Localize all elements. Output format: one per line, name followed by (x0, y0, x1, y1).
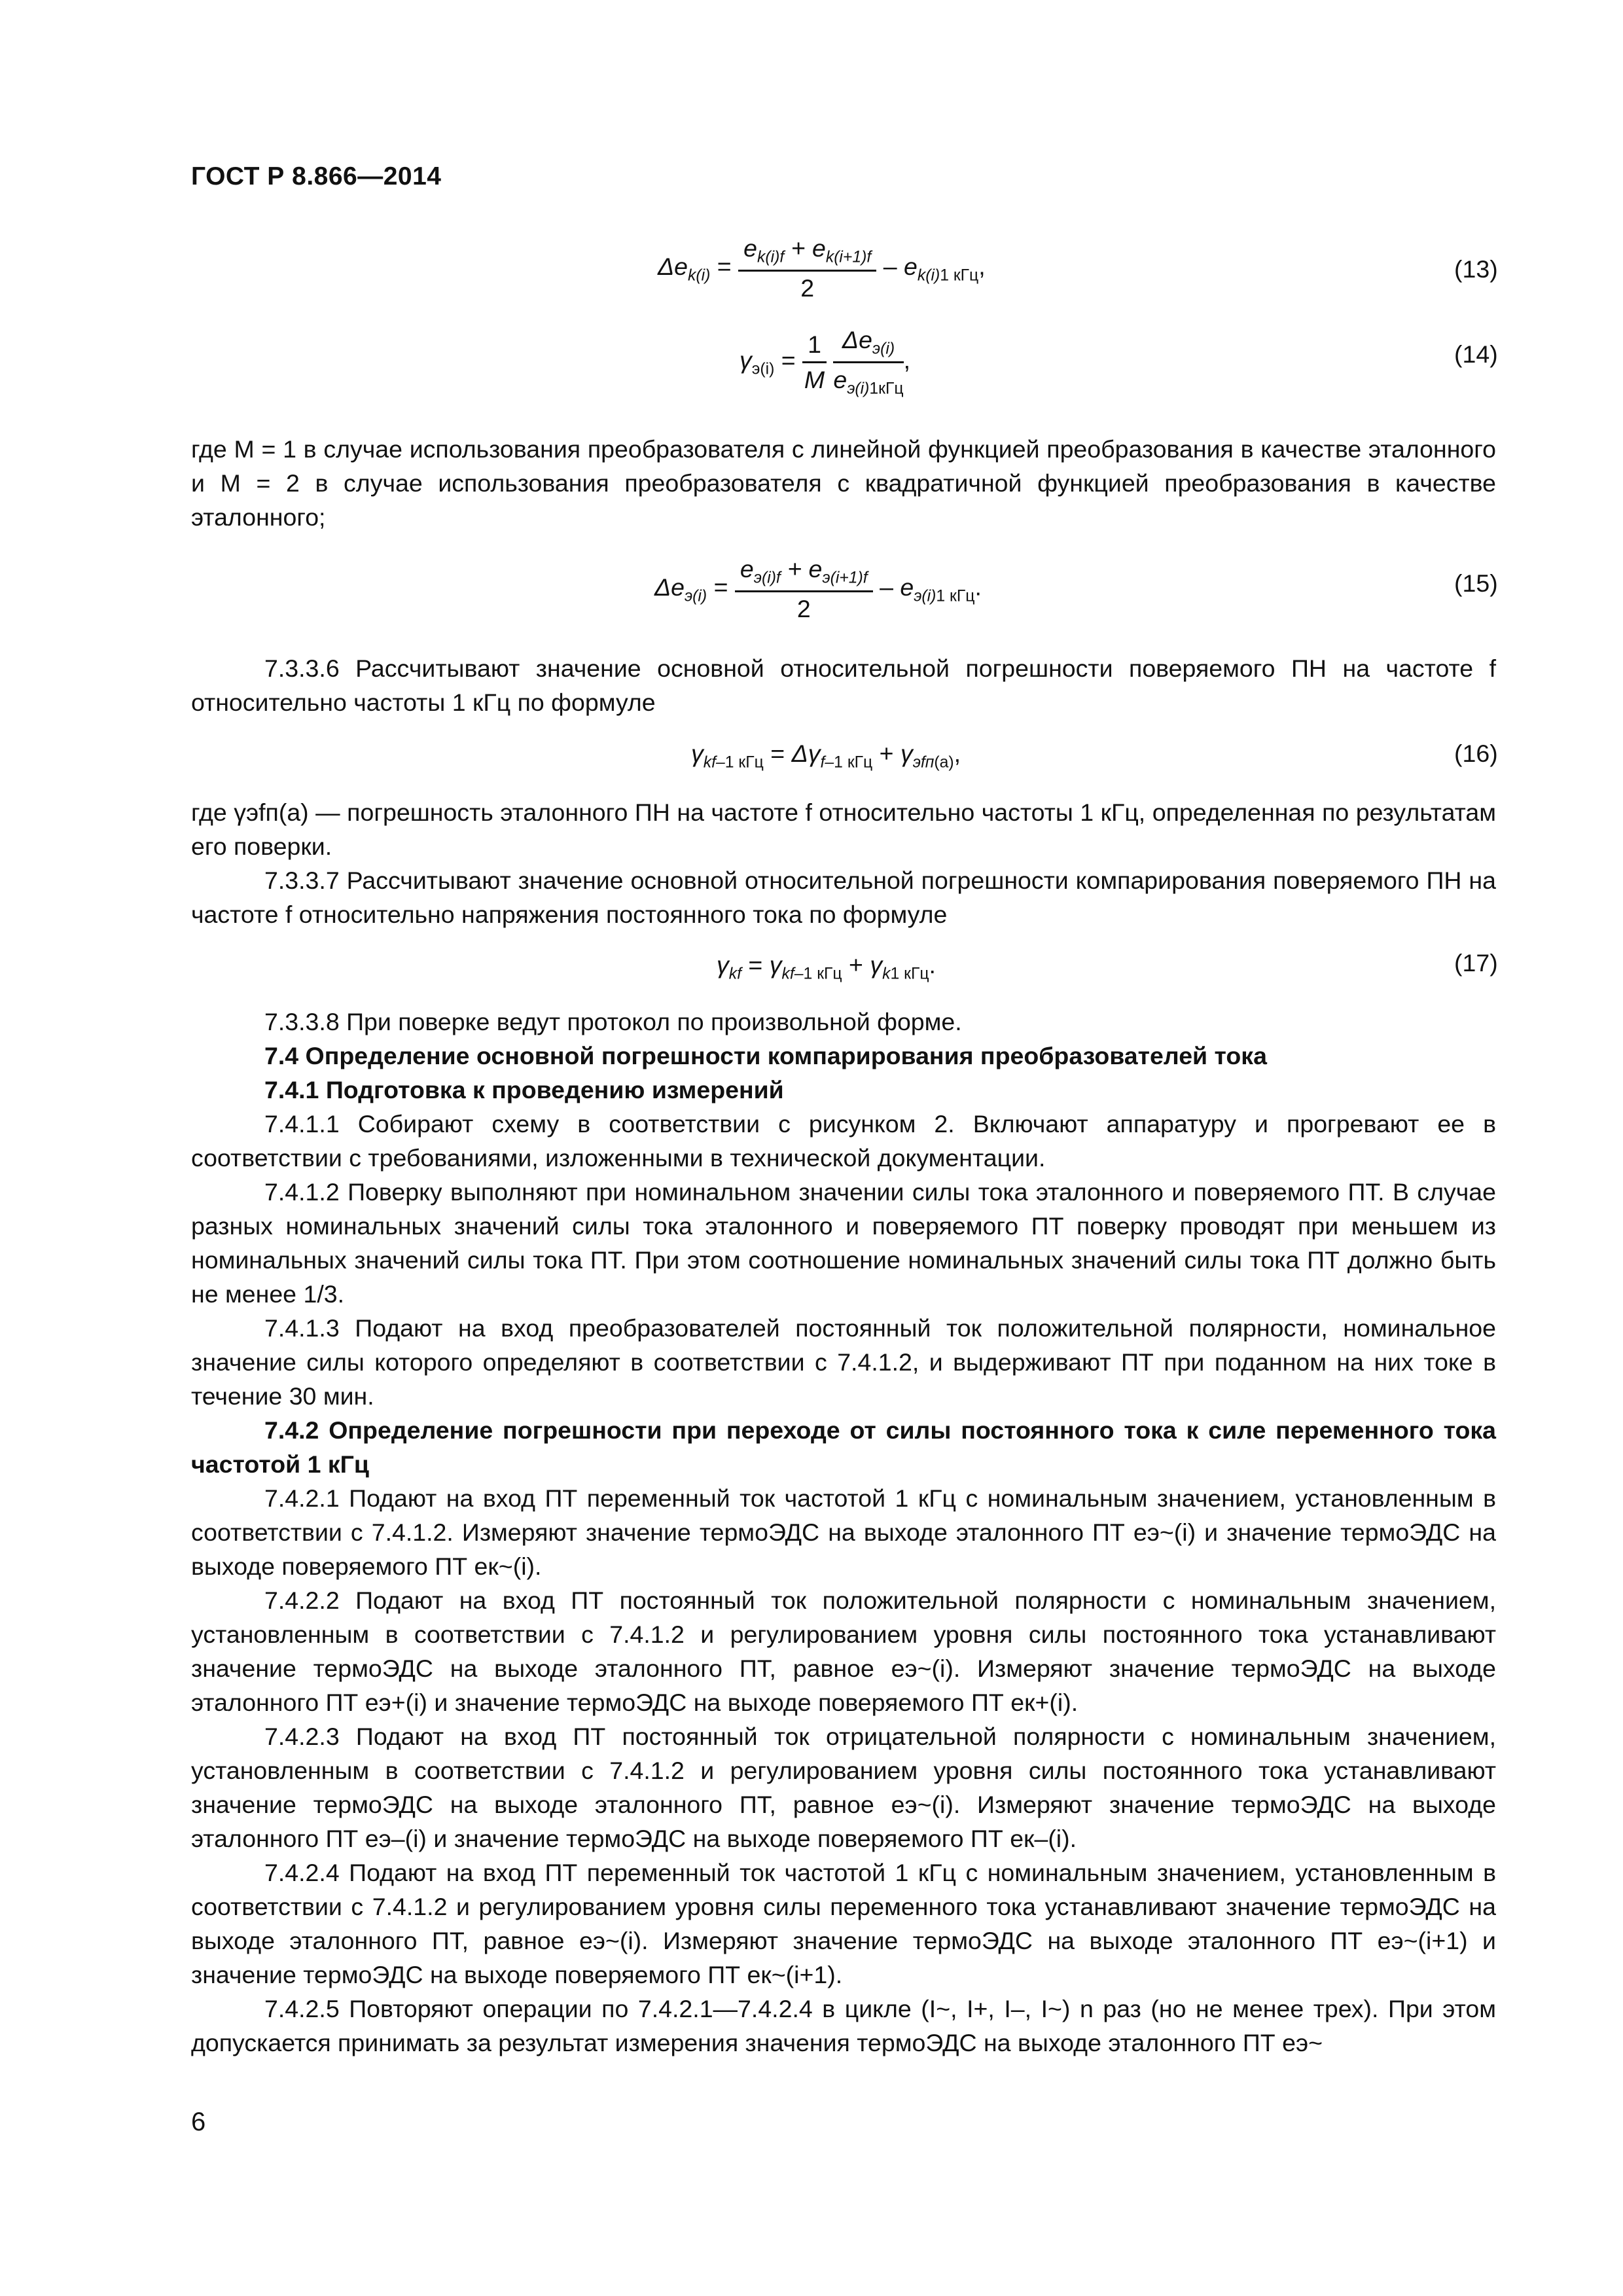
page-number: 6 (191, 2108, 206, 2136)
paragraph: 7.3.3.6 Рассчитывают значение основной относительной погрешности поверяемого ПН на частоте f относительно частоты 1 кГц по формуле (191, 655, 1496, 716)
document-header: ГОСТ Р 8.866—2014 (191, 162, 442, 190)
equation-number: (17) (1454, 949, 1498, 977)
paragraph: 7.4.1.2 Поверку выполняют при номинальном значении силы тока эталонного и поверяемого ПТ. В случае разных номинальных значений силы тока эталонного и поверяемого ПТ поверку проводят при меньшем из номинальных значений силы тока ПТ. При этом соотношение номинальных значений силы тока ПТ должно быть не менее 1/3. (191, 1178, 1496, 1308)
equation-number: (13) (1454, 255, 1498, 283)
paragraph: 7.4.2.2 Подают на вход ПТ постоянный ток положительной полярности с номинальным значением, установленным в соответствии с 7.4.1.2 и регулированием уровня силы постоянного тока устанавливают значение термоЭДС на выходе эталонного ПТ, равное eэ~(i). Измеряют значение термоЭДС на выходе эталонного ПТ eэ+(i) и значение термоЭДС на выходе поверяемого ПТ eк+(i). (191, 1587, 1496, 1716)
subsection-heading: 7.4.2 Определение погрешности при переходе от силы постоянного тока к силе переменного тока частотой 1 кГц (191, 1416, 1496, 1478)
equation-number: (15) (1454, 569, 1498, 597)
equation-number: (16) (1454, 740, 1498, 767)
section-heading: 7.4 Определение основной погрешности компарирования преобразователей тока (264, 1042, 1267, 1069)
paragraph: 7.4.2.5 Повторяют операции по 7.4.2.1—7.4.2.4 в цикле (I~, I+, I–, I~) n раз (но не менее трех). При этом допускается принимать за результат измерения значения термоЭДС на выходе эталонного ПТ eэ~ (191, 1995, 1496, 2056)
main-text (191, 1005, 1496, 2060)
equation-number: (14) (1454, 340, 1498, 368)
definition-m (191, 432, 1496, 534)
paragraph: 7.3.3.7 Рассчитывают значение основной относительной погрешности компарирования поверяемого ПН на частоте f относительно напряжения постоянного тока по формуле (191, 867, 1496, 928)
section-7336 (191, 651, 1496, 719)
paragraph: 7.4.2.3 Подают на вход ПТ постоянный ток отрицательной полярности с номинальным значением, установленным в соответствии с 7.4.1.2 и регулированием уровня силы постоянного тока устанавливают значение термоЭДС на выходе эталонного ПТ, равное eэ~(i). Измеряют значение термоЭДС на выходе эталонного ПТ eэ–(i) и значение термоЭДС на выходе поверяемого ПТ eк–(i). (191, 1723, 1496, 1852)
subsection-heading: 7.4.1 Подготовка к проведению измерений (264, 1076, 784, 1103)
paragraph: 7.3.3.8 При поверке ведут протокол по произвольной форме. (264, 1008, 962, 1035)
section-7337 (191, 795, 1496, 931)
paragraph: где γэfп(a) — погрешность эталонного ПН на частоте f относительно частоты 1 кГц, определенная по результатам его поверки. (191, 798, 1496, 860)
paragraph: 7.4.2.1 Подают на вход ПТ переменный ток частотой 1 кГц с номинальным значением, установленным в соответствии с 7.4.1.2. Измеряют значение термоЭДС на выходе эталонного ПТ eэ~(i) и значение термоЭДС на выходе поверяемого ПТ eк~(i). (191, 1484, 1496, 1580)
paragraph: где M = 1 в случае использования преобразователя с линейной функцией преобразования в качестве эталонного и M = 2 в случае использования преобразователя с квадратичной функцией преобразования в качестве эталонного; (191, 435, 1496, 531)
equation-16: $\gamma_{kf-1 кГц} = \Delta\gamma_{f-1 кГц} + \gamma_{эfп(a)}$, (691, 740, 961, 772)
equation-14: $\gamma_{э(i)}$ = $\frac{1}{M}$ $\frac{\Delta e_{э(i)}}{e_{э(i)1кГц}}$ , (740, 326, 911, 398)
equation-13: $\Delta e_{k(i)}$ = $\frac{e_{k(i)f} + e_{k(i+1)f}}{2}$ – $e_{k(i)1 кГц}$, (658, 234, 986, 302)
paragraph: 7.4.1.1 Собирают схему в соответствии с рисунком 2. Включают аппаратуру и прогревают ее в соответствии с требованиями, изложенными в технической документации. (191, 1110, 1496, 1172)
equation-15: $\Delta e_{э(i)}$ = $\frac{e_{э(i)f} + e_{э(i+1)f}}{2}$ – $e_{э(i)1 кГц}$. (654, 555, 982, 622)
paragraph: 7.4.2.4 Подают на вход ПТ переменный ток частотой 1 кГц с номинальным значением, установленным в соответствии с 7.4.1.2 и регулированием уровня силы переменного тока устанавливают значение термоЭДС на выходе эталонного ПТ, равное eэ~(i). Измеряют значение термоЭДС на выходе эталонного ПТ eэ~(i+1) и значение термоЭДС на выходе поверяемого ПТ eк~(i+1). (191, 1859, 1496, 1988)
equation-17: $\gamma_{kf} = \gamma_{kf-1 кГц} + \gamma_{k1 кГц}$. (717, 951, 936, 983)
paragraph: 7.4.1.3 Подают на вход преобразователей постоянный ток положительной полярности, номинальное значение силы которого определяют в соответствии с 7.4.1.2, и выдерживают ПТ при поданном на них токе в течение 30 мин. (191, 1314, 1496, 1410)
